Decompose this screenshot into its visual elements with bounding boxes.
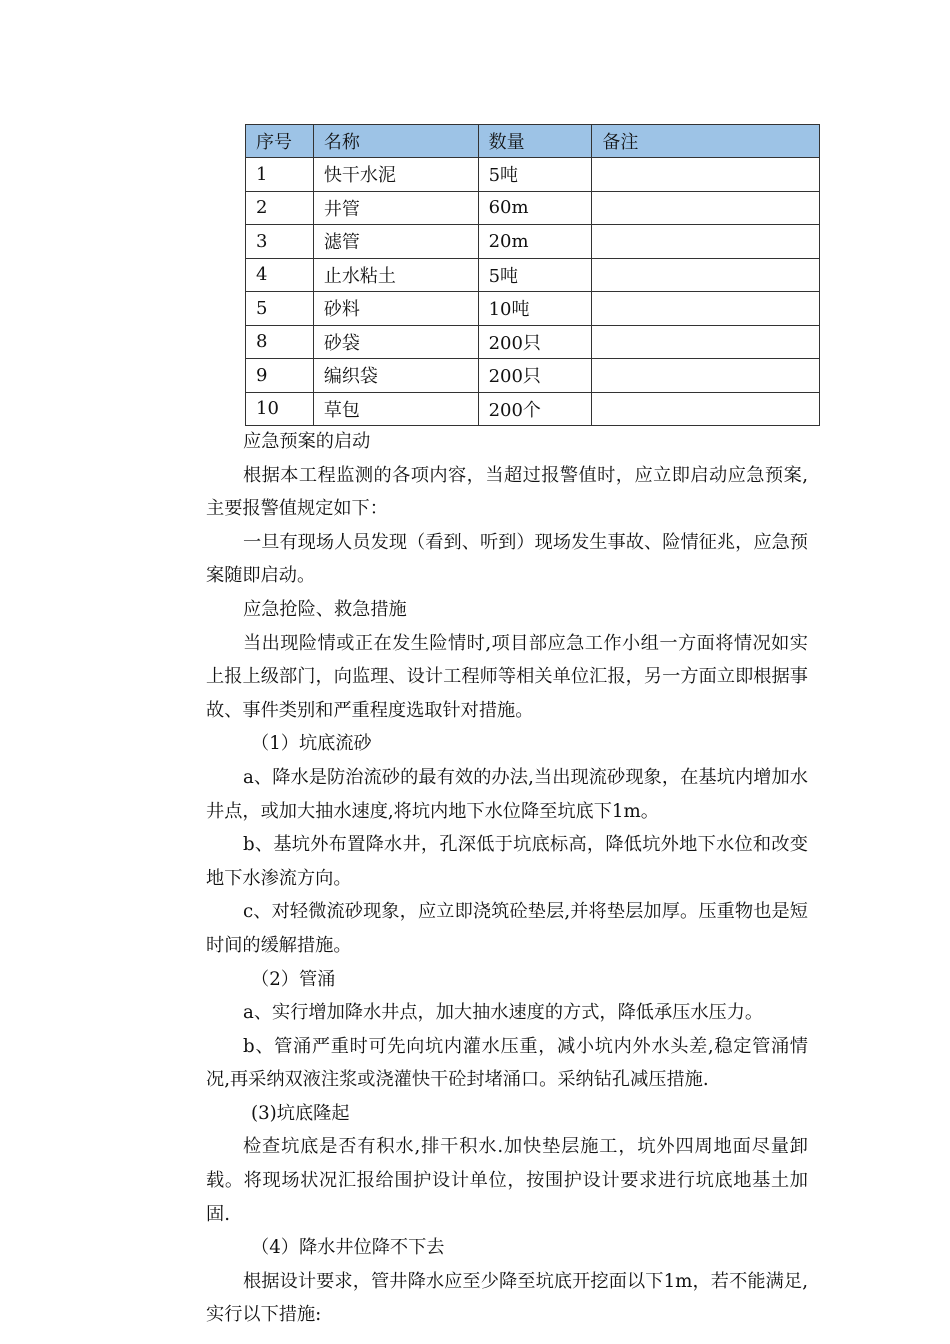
cell-quantity: 200只 — [478, 325, 592, 359]
cell-index: 10 — [246, 392, 314, 426]
cell-remarks — [592, 258, 820, 292]
table-row — [246, 258, 820, 292]
table-row — [246, 325, 820, 359]
paragraph: 当出现险情或正在发生险情时,项目部应急工作小组一方面将情况如实上报上级部门，向监理、设计工程师等相关单位汇报，另一方面立即根据事故、事件类别和严重程度选取针对措施。 — [206, 632, 808, 721]
cell-remarks — [592, 325, 820, 359]
cell-name: 止水粘土 — [313, 258, 478, 292]
paragraph: c、对轻微流砂现象，应立即浇筑砼垫层,并将垫层加厚。压重物也是短时间的缓解措施。 — [206, 901, 808, 956]
paragraph: a、实行增加降水井点，加大抽水速度的方式，降低承压水压力。 — [243, 1002, 764, 1024]
paragraph: b、基坑外布置降水井，孔深低于坑底标高，降低坑外地下水位和改变地下水渗流方向。 — [206, 834, 808, 889]
cell-name: 井管 — [313, 191, 478, 225]
paragraph: 根据设计要求，管井降水应至少降至坑底开挖面以下1m，若不能满足,实行以下措施: — [206, 1270, 808, 1326]
paragraph: b、管涌严重时可先向坑内灌水压重，减小坑内外水头差,稳定管涌情况,再采纳双液注浆或浇灌快干砼封堵涌口。采纳钻孔减压措施. — [206, 1035, 808, 1091]
table-row — [246, 359, 820, 393]
table-header-row — [246, 125, 820, 158]
header-index: 序号 — [246, 125, 314, 158]
cell-quantity: 200只 — [478, 359, 592, 393]
materials-table — [245, 124, 820, 426]
table-row — [246, 191, 820, 225]
cell-remarks — [592, 392, 820, 426]
paragraph: a、降水是防治流砂的最有效的办法,当出现流砂现象，在基坑内增加水井点，或加大抽水速度,将坑内地下水位降至坑底下1m。 — [206, 766, 808, 822]
cell-name: 编织袋 — [313, 359, 478, 393]
table-row — [246, 292, 820, 326]
table-row — [246, 392, 820, 426]
cell-remarks — [592, 359, 820, 393]
cell-index: 8 — [246, 325, 314, 359]
body-text — [206, 425, 808, 1332]
paragraph: 一旦有现场人员发现（看到、听到）现场发生事故、险情征兆，应急预案随即启动。 — [206, 531, 808, 587]
cell-remarks — [592, 191, 820, 225]
subsection-heading: (3)坑底隆起 — [251, 1102, 350, 1124]
cell-quantity: 5吨 — [478, 258, 592, 292]
cell-index: 9 — [246, 359, 314, 393]
cell-quantity: 5吨 — [478, 158, 592, 192]
section-heading: 应急抢险、救急措施 — [243, 598, 407, 620]
cell-remarks — [592, 292, 820, 326]
subsection-heading: （1）坑底流砂 — [251, 733, 372, 755]
cell-name: 快干水泥 — [313, 158, 478, 192]
cell-remarks — [592, 158, 820, 192]
section-heading: 应急预案的启动 — [243, 431, 371, 452]
cell-index: 2 — [246, 191, 314, 225]
cell-quantity: 10吨 — [478, 292, 592, 326]
cell-name: 草包 — [313, 392, 478, 426]
header-quantity: 数量 — [478, 125, 592, 158]
cell-index: 5 — [246, 292, 314, 326]
header-remarks: 备注 — [592, 125, 820, 158]
paragraph: 根据本工程监测的各项内容，当超过报警值时，应立即启动应急预案,主要报警值规定如下： — [206, 464, 808, 520]
cell-index: 3 — [246, 225, 314, 259]
header-name: 名称 — [313, 125, 478, 158]
cell-name: 砂料 — [313, 292, 478, 326]
cell-quantity: 60m — [478, 191, 592, 225]
cell-quantity: 200个 — [478, 392, 592, 426]
cell-name: 砂袋 — [313, 325, 478, 359]
cell-index: 1 — [246, 158, 314, 192]
cell-index: 4 — [246, 258, 314, 292]
paragraph: 检查坑底是否有积水,排干积水.加快垫层施工，坑外四周地面尽量卸载。将现场状况汇报给围护设计单位，按围护设计要求进行坑底地基土加固. — [206, 1136, 808, 1225]
cell-quantity: 20m — [478, 225, 592, 259]
table-row — [246, 225, 820, 259]
table-row — [246, 158, 820, 192]
cell-remarks — [592, 225, 820, 259]
subsection-heading: （2）管涌 — [251, 968, 336, 990]
cell-name: 滤管 — [313, 225, 478, 259]
subsection-heading: （4）降水井位降不下去 — [251, 1237, 445, 1259]
